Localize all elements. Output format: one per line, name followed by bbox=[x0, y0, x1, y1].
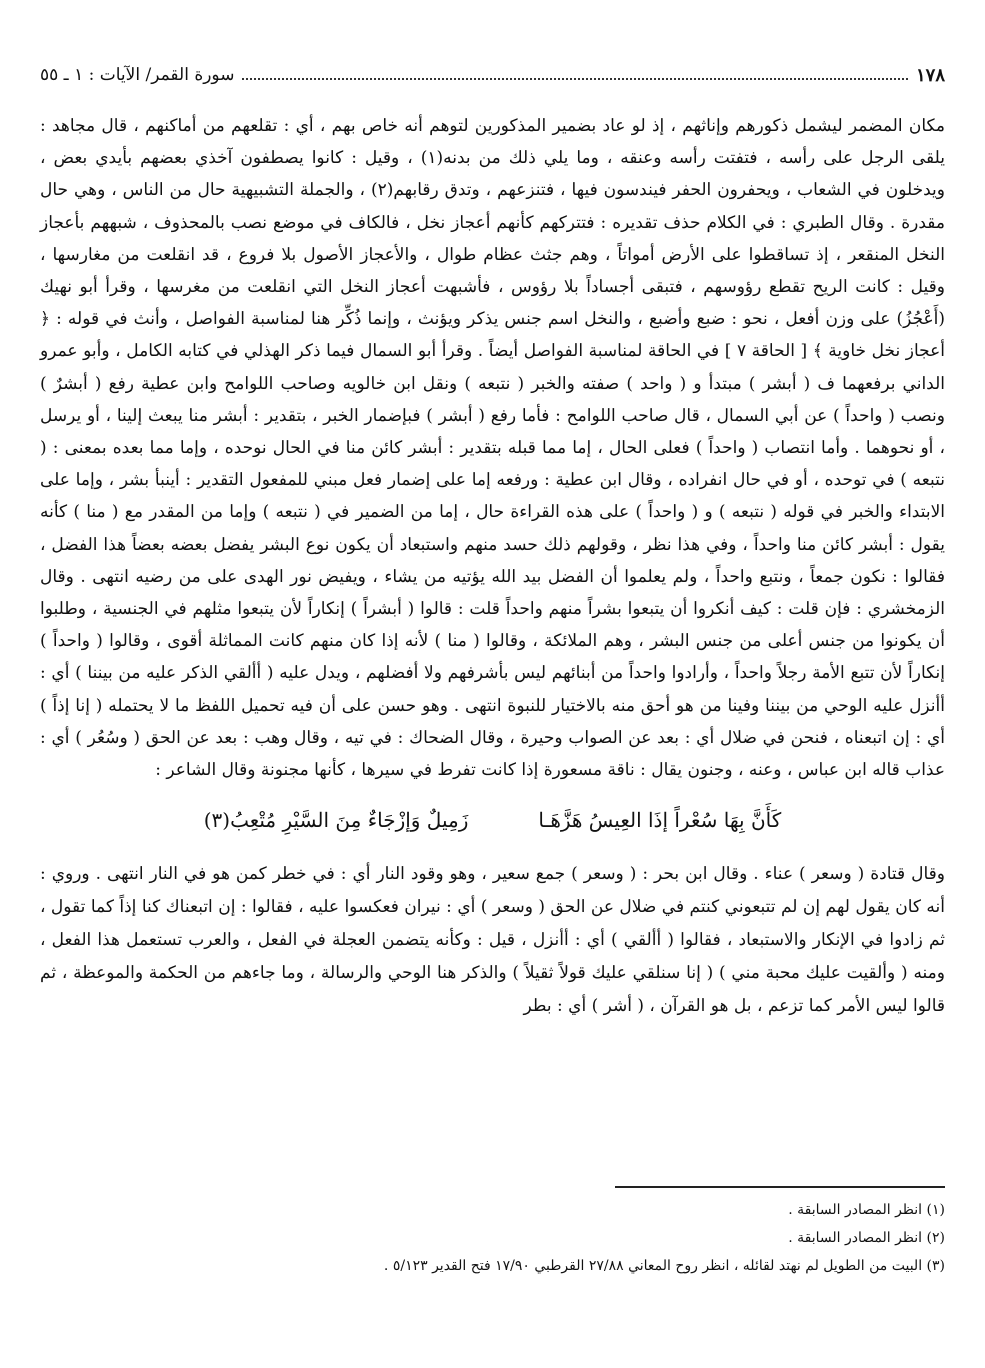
main-text bbox=[40, 110, 945, 1023]
page-number: ١٧٨ bbox=[915, 64, 945, 86]
verse-second-hemistich: زَمِيلٌ وَإزْجَاءٌ مِنَ السَّيْرِ مُتْعِبُ(٣) bbox=[203, 808, 469, 833]
header-title: سورة القمر/ الآيات : ١ ـ ٥٥ bbox=[40, 65, 235, 85]
poetry-verse bbox=[40, 802, 945, 838]
verse-first-hemistich: كَأَنَّ بِهَا سُعْراً إذَا العِيسُ هَزَّهَـا bbox=[538, 808, 782, 833]
paragraph-1: مكان المضمر ليشمل ذكورهم وإناثهم ، إذ لو عاد بضمير المذكورين لتوهم أنه خاص بهم ، أي : تقلعهم من أماكنهم ، قال مجاهد : يلقى الرجل على رأسه ، فتفتت رأسه وعنقه ، وما يلي ذلك من بدنه(١) ، وقيل : كانوا يصطفون آخذي بعضهم بأيدي بعض ، ويدخلون في الشعاب ، ويحفرون الحفر فيندسون فيها ، فتنزعهم ، وتدق رقابهم(٢) ، والجملة التشبيهية حال من الناس ، وهي حال مقدرة . وقال الطبري : في الكلام حذف تقديره : فتتركهم كأنهم أعجاز نخل ، فالكاف في موضع نصب بالمحذوف ، شبههم بأعجاز النخل المنقعر ، إذ تساقطوا على الأرض أمواتاً ، وهم جثث عظام طوال ، والأعجاز الأصول بلا فروع ، قد انقلعت من مغارسها ، وقيل : كانت الريح تقطع رؤوسهم ، فتبقى أجساداً بلا رؤوس ، فأشبهت أعجاز النخل التي انقلعت من مغرسها ، وقرأ أبو نهيك (أَعْجُزُ) على وزن أفعل ، نحو : ضبع وأضبع ، والنخل اسم جنس يذكر ويؤنث ، وإنما ذُكِّر هنا لمناسبة الفواصل ، وأنث في قوله : ﴿ أعجاز نخل خاوية ﴾ [ الحاقة ٧ ] في الحاقة لمناسبة الفواصل أيضاً . وقرأ أبو السمال فيما ذكر الهذلي في كتابه الكامل ، وأبو عمرو الداني برفعهما ف ( أبشر ) مبتدأ و ( واحد ) صفته والخبر ( نتبعه ) ونقل ابن خالويه وصاحب اللوامح وابن عطية رفع ( أبشرٌ ) ونصب ( واحداً ) عن أبي السمال ، قال صاحب اللوامح : فأما رفع ( أبشر ) فبإضمار الخبر ، بتقدير : أبشر منا يبعث إلينا ، أو يرسل ، أو نحوهما . وأما انتصاب ( واحداً ) فعلى الحال ، إما مما قبله بتقدير : أبشر كائن منا في الحال نوحده ، وإما مما بعده بمعنى : ( نتبعه ) في توحده ، أو في حال انفراده ، وقال ابن عطية : ورفعه إما على إضمار فعل مبني للمفعول التقدير : أينبأ بشر ، وإما على الابتداء والخبر في قوله ( نتبعه ) و ( واحداً ) على هذه القراءة حال ، إما من الضمير في ( نتبعه ) وإما من المقدر مع ( منا ) كأنه يقول : أبشر كائن منا واحداً ، وفي هذا نظر ، وقولهم ذلك حسد منهم واستبعاد أن يكون نوع البشر يفضل بعضه بعضاً هذا الفضل ، فقالوا : نكون جمعاً ، ونتبع واحداً ، ولم يعلموا أن الفضل بيد الله يؤتيه من يشاء ، ويفيض نور الهدى على من رضيه انتهى . وقال الزمخشري : فإن قلت : كيف أنكروا أن يتبعوا بشراً منهم واحداً قلت : قالوا ( أبشراً ) إنكاراً لأن يتبعوا مثلهم في الجنسية ، وطلبوا أن يكونوا من جنس أعلى من جنس البشر ، وهم الملائكة ، وقالوا ( منا ) لأنه إذا كان منهم كانت المماثلة أقوى ، وقالوا ( واحداً ) إنكاراً لأن تتبع الأمة رجلاً واحداً ، وأرادوا واحداً من أبنائهم ليس بأشرفهم ولا أفضلهم ، ويدل عليه ( أألقي الذكر عليه من بيننا ) أي : أأنزل عليه الوحي من بيننا وفينا من هو أحق منه بالاختيار للنبوة انتهى . وهو حسن على أن فيه تحميل اللفظ ما لا يحتمله ( إنا إذاً ) أي : إن اتبعناه ، فنحن في ضلال أي : بعد عن الصواب وحيرة ، وقال الضحاك : في تيه ، وقال وهب : بعد عن الحق ( وسُعُر ) أي : عذاب قاله ابن عباس ، وعنه ، وجنون يقال : ناقة مسعورة إذا كانت تفرط في سيرها ، كأنها مجنونة وقال الشاعر : bbox=[40, 116, 945, 781]
footnotes bbox=[40, 1196, 945, 1280]
footnote-1: (١) انظر المصادر السابقة . bbox=[788, 1202, 945, 1218]
paragraph-2: وقال قتادة ( وسعر ) عناء . وقال ابن بحر : ( وسعر ) جمع سعير ، وهو وقود النار أي : في خطر كمن هو في النار انتهى . وروي : أنه كان يقول لهم إن لم تتبعوني كنتم في ضلال عن الحق ( وسعر ) أي : نيران فعكسوا عليه ، فقالوا : إن اتبعناك كنا إذاً كما تقول ، ثم زادوا في الإنكار والاستبعاد ، فقالوا ( أألقي ) أي : أأنزل ، قيل : وكأنه يتضمن العجلة في الفعل ، والعرب تستعمل هذا الفعل ، ومنه ( وألقيت عليك محبة مني ) ( إنا سنلقي عليك قولاً ثقيلاً ) والذكر هنا الوحي والرسالة ، وما جاءهم من الحكمة والموعظة ، ثم قالوا ليس الأمر كما تزعم ، بل هو القرآن ، ( أشر ) أي : بطر bbox=[40, 864, 945, 1017]
header-dotted-leader bbox=[242, 78, 908, 80]
footnote-separator bbox=[615, 1186, 945, 1188]
page-header bbox=[40, 60, 945, 90]
footnote-3: (٣) البيت من الطويل لم نهتد لقائله ، انظر روح المعاني ٢٧/٨٨ القرطبي ١٧/٩٠ فتح القدير ٥/١٢٣ . bbox=[383, 1258, 945, 1274]
footnote-2: (٢) انظر المصادر السابقة . bbox=[788, 1230, 945, 1246]
